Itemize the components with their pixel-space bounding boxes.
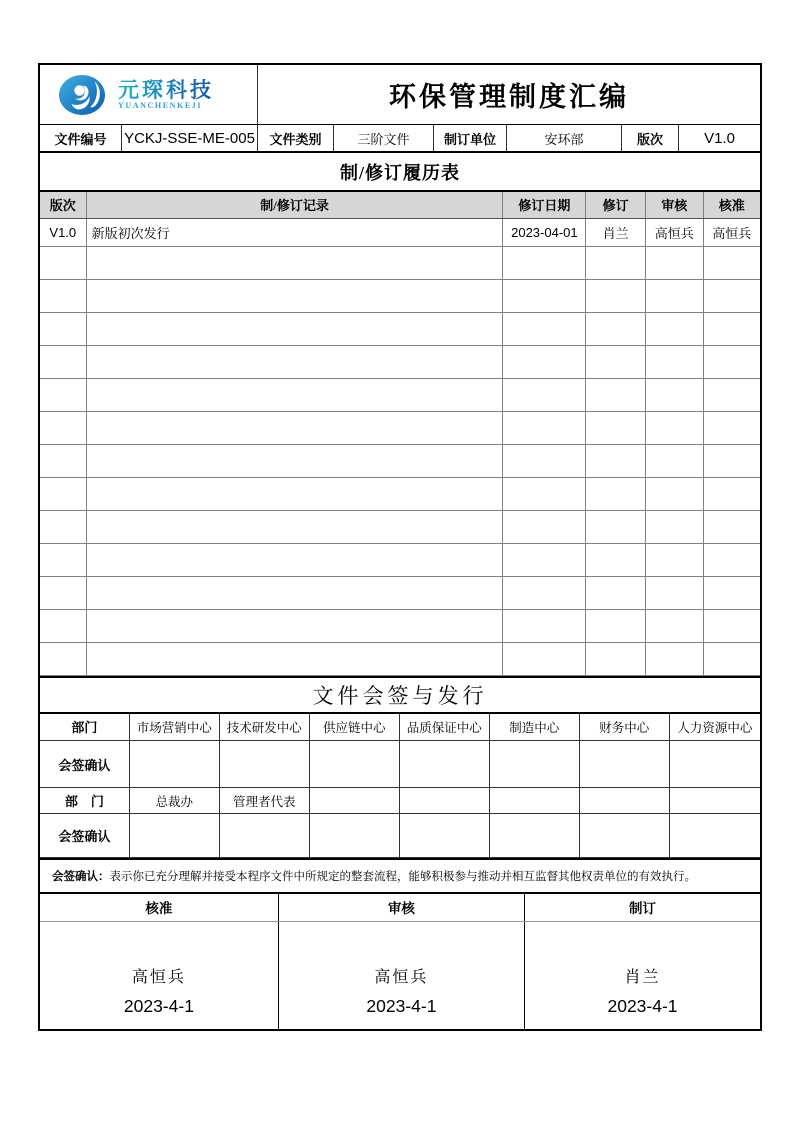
dept-cell-empty [489, 788, 579, 814]
reviewer-date: 2023-4-1 [366, 995, 437, 1016]
dept-cell: 技术研发中心 [219, 714, 309, 741]
history-col-approver: 核准 [703, 192, 760, 218]
signoff-departments-row-2 [40, 788, 760, 814]
history-version: V1.0 [40, 218, 86, 246]
signoff-confirm-row-2 [40, 814, 760, 858]
dept-cell: 人力资源中心 [669, 714, 760, 741]
company-logo [40, 65, 258, 124]
approval-table [40, 894, 760, 1029]
history-empty-row [40, 279, 760, 312]
signoff-section-title: 文件会签与发行 [40, 676, 760, 714]
signature-cell-empty [579, 741, 669, 788]
revision-history-table [40, 192, 760, 676]
history-col-record: 制/修订记录 [86, 192, 503, 218]
history-col-date: 修订日期 [503, 192, 586, 218]
history-empty-row [40, 411, 760, 444]
drafter-name: 肖兰 [624, 968, 661, 986]
signature-cell-empty [399, 814, 489, 858]
history-col-reviser: 修订 [586, 192, 646, 218]
history-empty-row [40, 543, 760, 576]
history-empty-row [40, 477, 760, 510]
document-header [40, 65, 760, 125]
signoff-note-text: 表示你已充分理解并接受本程序文件中所规定的整套流程，能够积极参与推动并相互监督其他权责单位的有效执行。 [109, 871, 696, 883]
unit-label: 制订单位 [434, 125, 507, 151]
approval-header-row [40, 894, 760, 921]
dept-row2-label: 部 门 [40, 788, 129, 814]
history-date: 2023-04-01 [503, 218, 586, 246]
signoff-confirm-row-1 [40, 741, 760, 788]
confirm-row2-label: 会签确认 [40, 814, 129, 858]
signature-cell-empty [309, 814, 399, 858]
draft-col-label: 制订 [525, 894, 760, 921]
company-name-cn: 元琛科技 [118, 77, 214, 102]
approval-signature-row [40, 921, 760, 1029]
dept-cell: 管理者代表 [219, 788, 309, 814]
signature-cell-empty [129, 741, 219, 788]
category-value: 三阶文件 [334, 125, 434, 151]
category-label: 文件类别 [258, 125, 334, 151]
dept-cell: 总裁办 [129, 788, 219, 814]
signoff-note-label: 会签确认： [52, 871, 110, 883]
revision-history-section-title: 制/修订履历表 [40, 153, 760, 192]
dept-cell: 财务中心 [579, 714, 669, 741]
confirm-row1-label: 会签确认 [40, 741, 129, 788]
history-record: 新版初次发行 [86, 218, 503, 246]
signature-cell-empty [129, 814, 219, 858]
history-col-reviewer: 审核 [646, 192, 704, 218]
signoff-table [40, 714, 760, 859]
history-row [40, 218, 760, 246]
dept-cell: 市场营销中心 [129, 714, 219, 741]
approve-col-label: 核准 [40, 894, 278, 921]
document-frame [38, 63, 762, 1031]
signature-cell-empty [669, 814, 760, 858]
signoff-departments-row-1 [40, 714, 760, 741]
signature-cell-empty [399, 741, 489, 788]
history-empty-row [40, 642, 760, 675]
dept-cell-empty [669, 788, 760, 814]
reviewer-signature [278, 921, 524, 1029]
document-title: 环保管理制度汇编 [389, 82, 629, 112]
review-col-label: 审核 [278, 894, 524, 921]
reviewer-name: 高恒兵 [374, 968, 429, 986]
dept-row1-label: 部门 [40, 714, 129, 741]
version-label: 版次 [622, 125, 679, 151]
history-empty-row [40, 246, 760, 279]
dept-cell-empty [399, 788, 489, 814]
signature-cell-empty [669, 741, 760, 788]
approver-name: 高恒兵 [131, 968, 186, 986]
signature-cell-empty [219, 741, 309, 788]
approver-signature [40, 921, 278, 1029]
history-approver: 高恒兵 [703, 218, 760, 246]
dept-cell: 品质保证中心 [399, 714, 489, 741]
signature-cell-empty [219, 814, 309, 858]
history-empty-row [40, 345, 760, 378]
history-empty-row [40, 576, 760, 609]
signature-cell-empty [309, 741, 399, 788]
history-reviewer: 高恒兵 [646, 218, 704, 246]
approver-date: 2023-4-1 [123, 995, 194, 1016]
dept-cell: 供应链中心 [309, 714, 399, 741]
history-col-version: 版次 [40, 192, 86, 218]
version-value: V1.0 [704, 129, 735, 147]
history-header-row [40, 192, 760, 218]
document-info-bar [40, 125, 760, 153]
title-cell [258, 65, 760, 124]
history-empty-row [40, 609, 760, 642]
drafter-date: 2023-4-1 [607, 995, 678, 1016]
signature-cell-empty [579, 814, 669, 858]
drafter-signature [525, 921, 760, 1029]
signature-cell-empty [489, 741, 579, 788]
signature-cell-empty [489, 814, 579, 858]
doc-no-label: 文件编号 [40, 125, 122, 151]
dept-cell: 制造中心 [489, 714, 579, 741]
company-logo-text [118, 79, 214, 110]
dept-cell-empty [579, 788, 669, 814]
yuanchen-globe-swoosh-icon [58, 73, 108, 117]
company-name-en: YUANCHENKEJI [118, 101, 203, 111]
history-empty-row [40, 510, 760, 543]
history-empty-row [40, 378, 760, 411]
history-empty-row [40, 312, 760, 345]
history-reviser: 肖兰 [586, 218, 646, 246]
signoff-note [40, 858, 760, 894]
history-empty-row [40, 444, 760, 477]
unit-value: 安环部 [507, 125, 622, 151]
dept-cell-empty [309, 788, 399, 814]
doc-no-value: YCKJ-SSE-ME-005 [122, 125, 258, 151]
